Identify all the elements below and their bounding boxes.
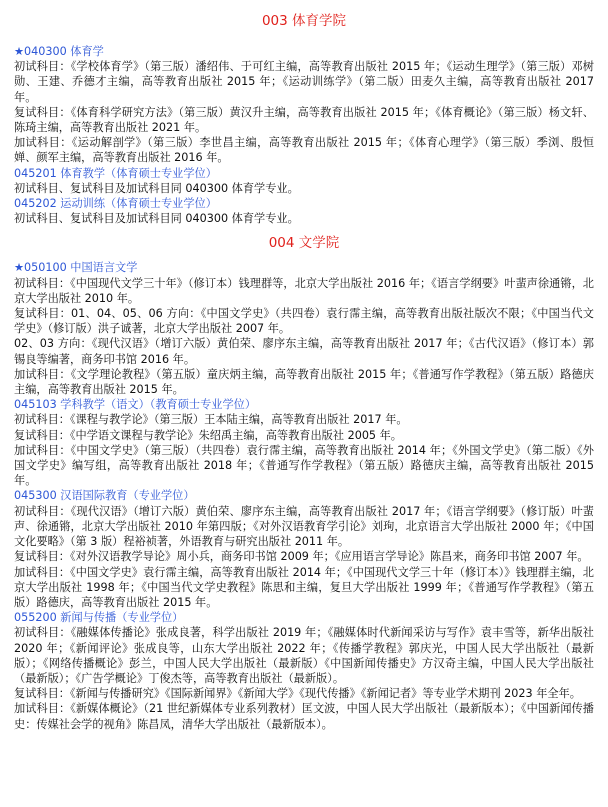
exam-subjects-line: 初试科目：《课程与教学论》（第三版）王本陆主编，高等教育出版社 2017 年。: [14, 413, 408, 427]
section-body: [14, 44, 594, 226]
exam-subjects-line: 02、03 方向：《现代汉语》（增订六版）黄伯荣、廖序东主编，高等教育出版社 2017 年；《古代汉语》（修订本）郭锡良等编著，商务印书馆 2016 年。: [14, 337, 594, 366]
exam-subjects-line: 初试科目：《学校体育学》（第三版）潘绍伟、于可红主编，高等教育出版社 2015 年；《运动生理学》（第三版）邓树勋、王建、乔德才主编，高等教育出版社 2015 年；《运动训练学》（第二版）田麦久主编，高等教育出版社 2017 年。: [14, 60, 594, 104]
exam-subjects-line: 初试科目：《现代汉语》（增订六版）黄伯荣、廖序东主编，高等教育出版社 2017 年；《语言学纲要》（修订版）叶蜚声、徐通锵，北京大学出版社 2010 年第四版；《对外汉语教育学引论》刘珣，北京语言大学出版社 2000 年；《中国文化要略》（第 3 版）程裕祯著，外语教育与研究出版社 2011 年。: [14, 504, 594, 549]
exam-subjects-line: 加试科目：《运动解剖学》（第三版）李世昌主编，高等教育出版社 2015 年；《体育心理学》（第三版）季浏、殷恒婵、颜军主编，高等教育出版社 2016 年。: [14, 136, 594, 165]
sub-major-heading: 055200 新闻与传播（专业学位）: [14, 611, 184, 625]
section-body: [14, 260, 594, 731]
exam-subjects-line: 初试科目、复试科目及加试科目同 040300 体育学专业。: [14, 181, 299, 195]
exam-subjects-line: 加试科目：《新媒体概论》（21 世纪新媒体专业系列教材）匡文波，中国人民大学出版社（最新版本）；《中国新闻传播史：传媒社会学的视角》陈昌凤，清华大学出版社（最新版本）。: [14, 702, 594, 731]
sub-major-heading: 045300 汉语国际教育（专业学位）: [14, 489, 195, 503]
major-heading: ★040300 体育学: [14, 45, 104, 58]
exam-subjects-line: 复试科目：01、04、05、06 方向：《中国文学史》（共四卷）袁行霈主编，高等教育出版社版次不限；《中国当代文学史》（修订版）洪子诚著，北京大学出版社 2007 年。: [14, 307, 594, 336]
exam-subjects-line: 初试科目：《中国现代文学三十年》（修订本）钱理群等，北京大学出版社 2016 年；《语言学纲要》叶蜚声徐通锵，北京大学出版社 2010 年。: [14, 276, 594, 305]
exam-subjects-line: 加试科目：《中国文学史》（第三版）（共四卷）袁行霈主编，高等教育出版社 2014 年；《外国文学史》（第二版）《外国文学史》编写组，高等教育出版社 2018 年；《普通写作学教程》（第五版）路德庆主编，高等教育出版社 2015 年。: [14, 443, 594, 488]
exam-subjects-line: 初试科目：《融媒体传播论》张成良著，科学出版社 2019 年；《融媒体时代新闻采访与写作》袁丰雪等，新华出版社 2020 年；《新闻评论》张成良等，山东大学出版社 2022 年；《传播学教程》郭庆光，中国人民大学出版社（最新版）；《网络传播概论》彭兰，中国人民大学出版社（最新版）《中国新闻传播史》方汉奇主编，中国人民大学出版社（最新版）；《广告学概论》丁俊杰等，高等教育出版社（最新版）。: [14, 626, 594, 685]
sub-major-heading: 045201 体育教学（体育硕士专业学位）: [14, 166, 217, 180]
section-title: 003 体育学院: [261, 13, 347, 29]
exam-subjects-line: 初试科目、复试科目及加试科目同 040300 体育学专业。: [14, 212, 299, 226]
major-heading: ★050100 中国语言文学: [14, 261, 138, 275]
sub-major-heading: 045202 运动训练（体育硕士专业学位）: [14, 197, 217, 211]
section-title: 004 文学院: [268, 235, 340, 252]
exam-subjects-line: 加试科目：《文学理论教程》（第五版）童庆炳主编，高等教育出版社 2015 年；《普通写作学教程》（第五版）路德庆主编，高等教育出版社 2015 年。: [14, 367, 594, 397]
exam-subjects-line: 复试科目：《新闻与传播研究》《国际新闻界》《新闻大学》《现代传播》《新闻记者》等专业学术期刊 2023 年全年。: [14, 687, 581, 701]
exam-subjects-line: 加试科目：《中国文学史》袁行霈主编，高等教育出版社 2014 年；《中国现代文学三十年（修订本）》钱理群主编，北京大学出版社 1998 年；《中国当代文学史教程》陈思和主编，复旦大学出版社 1999 年；《普通写作学教程》（第五版）路德庆，高等教育出版社 2015 年。: [14, 565, 594, 609]
sub-major-heading: 045103 学科教学（语文）（教育硕士专业学位）: [14, 398, 257, 412]
exam-subjects-line: 复试科目：《体育科学研究方法》（第三版）黄汉升主编，高等教育出版社 2015 年；《体育概论》（第三版）杨文轩、陈琦主编，高等教育出版社 2021 年。: [14, 105, 594, 135]
exam-subjects-line: 复试科目：《中学语文课程与教学论》朱绍禹主编，高等教育出版社 2005 年。: [14, 428, 402, 442]
exam-subjects-line: 复试科目：《对外汉语教学导论》周小兵，商务印书馆 2009 年；《应用语言学导论》陈昌来，商务印书馆 2007 年。: [14, 550, 589, 564]
